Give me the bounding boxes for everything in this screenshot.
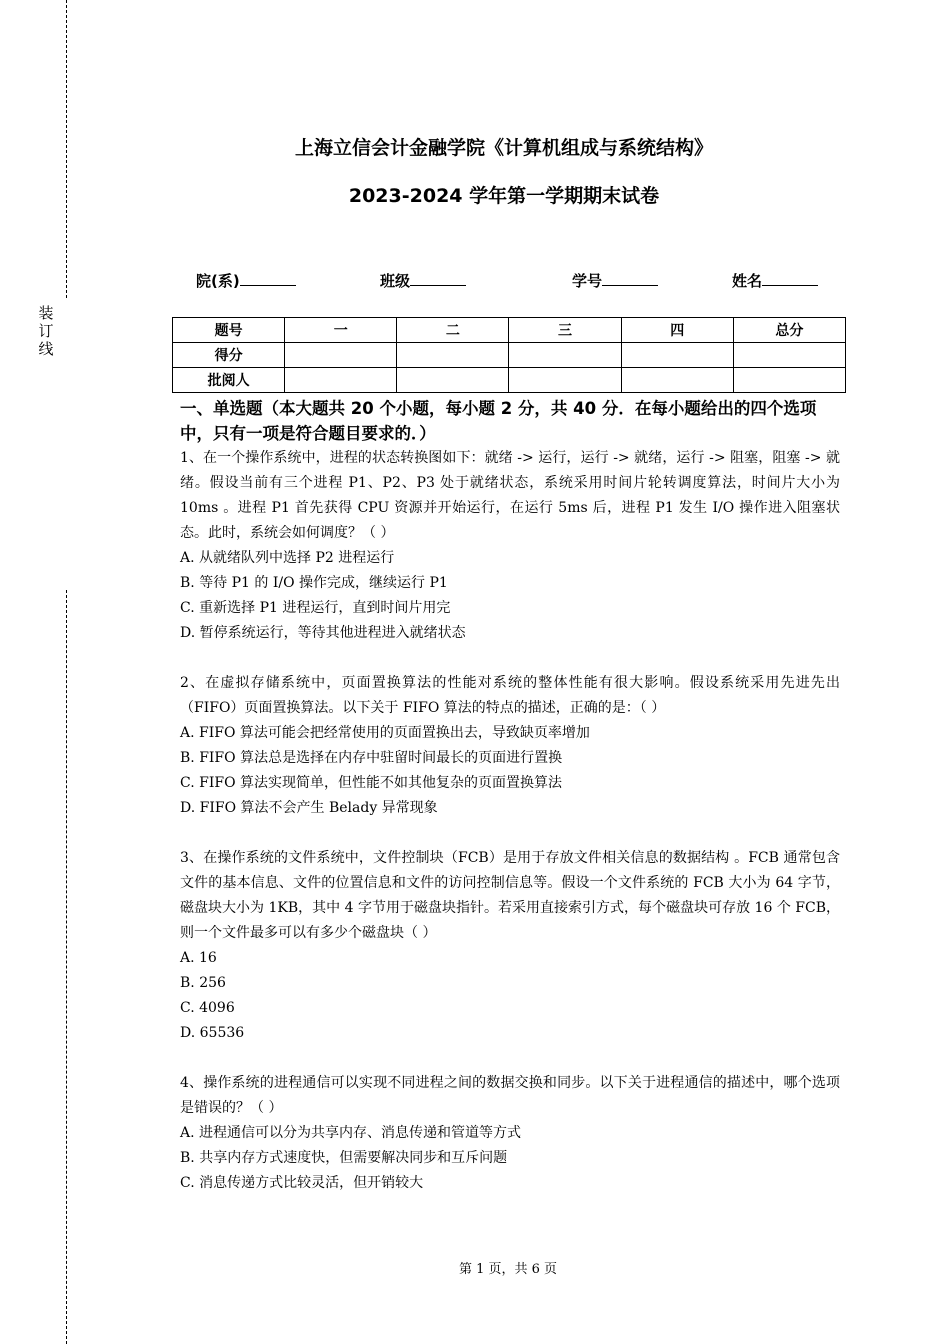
- score-table: [172, 317, 846, 393]
- info-label: 学号: [572, 272, 603, 290]
- score-table-header-row: [173, 318, 846, 343]
- score-table-row: [173, 343, 846, 368]
- question-stem: 3、在操作系统的文件系统中，文件控制块（FCB）是用于存放文件相关信息的数据结构 。FCB 通常包含文件的基本信息、文件的位置信息和文件的访问控制信息等。假设一个文件系统的 FCB 大小为 64 字节，磁盘块大小为 1KB，其中 4 字节用于磁盘块指针。若采用直接索引方式，每个磁盘块可存放 16 个 FCB，则一个文件最多可以有多少个磁盘块（ ）: [180, 850, 840, 941]
- score-table-cell: 三: [509, 318, 621, 343]
- score-table-cell: [621, 343, 733, 368]
- score-table-row-label: 批阅人: [173, 368, 285, 393]
- info-field-class: [380, 270, 466, 291]
- question-option: D. FIFO 算法不会产生 Belady 异常现象: [180, 800, 438, 816]
- question-option: B. 256: [180, 975, 226, 991]
- question-4: [180, 1071, 840, 1196]
- score-table-cell: [397, 343, 509, 368]
- info-label: 姓名: [732, 272, 763, 290]
- question-stem: 4、操作系统的进程通信可以实现不同进程之间的数据交换和同步。以下关于进程通信的描述中，哪个选项是错误的？（ ）: [180, 1075, 840, 1116]
- score-table-cell: [509, 343, 621, 368]
- score-table-cell: [285, 343, 397, 368]
- fill-blank: [410, 271, 466, 286]
- exam-title: 上海立信会计金融学院《计算机组成与系统结构》: [294, 137, 713, 159]
- question-option: D. 暂停系统运行，等待其他进程进入就绪状态: [180, 625, 466, 641]
- question-option: C. 消息传递方式比较灵活，但开销较大: [180, 1175, 424, 1191]
- question-stem: 1、在一个操作系统中，进程的状态转换图如下：就绪 -> 运行，运行 -> 就绪，运行 -> 阻塞，阻塞 -> 就绪。假设当前有三个进程 P1、P2、P3 处于就绪状态，系统采用时间片轮转调度算法，时间片大小为 10ms 。进程 P1 首先获得 CPU 资源并开始运行，在运行 5ms 后，进程 P1 发生 I/O 操作进入阻塞状态。此时，系统会如何调度？（ ）: [180, 450, 840, 541]
- question-option: D. 65536: [180, 1025, 245, 1041]
- info-field-name: [732, 270, 818, 291]
- score-table-cell: 总分: [733, 318, 845, 343]
- question-option: B. FIFO 算法总是选择在内存中驻留时间最长的页面进行置换: [180, 750, 563, 766]
- score-table-cell: 四: [621, 318, 733, 343]
- info-label: 院(系): [196, 272, 240, 290]
- score-table-cell: [733, 343, 845, 368]
- score-table-row: [173, 368, 846, 393]
- info-field-department: [196, 270, 296, 291]
- score-table-cell: [509, 368, 621, 393]
- question-option: B. 等待 P1 的 I/O 操作完成，继续运行 P1: [180, 575, 448, 591]
- question-option: C. FIFO 算法实现简单，但性能不如其他复杂的页面置换算法: [180, 775, 562, 791]
- question-option: A. 进程通信可以分为共享内存、消息传递和管道等方式: [180, 1125, 522, 1141]
- binding-char: 线: [38, 340, 54, 358]
- exam-content: [180, 396, 840, 1196]
- info-label: 班级: [380, 272, 411, 290]
- question-3: [180, 846, 840, 1046]
- question-stem: 2、在虚拟存储系统中，页面置换算法的性能对系统的整体性能有很大影响。假设系统采用先进先出（FIFO）页面置换算法。以下关于 FIFO 算法的特点的描述，正确的是：（ ）: [180, 675, 840, 716]
- score-table-cell: [621, 368, 733, 393]
- info-field-student-id: [572, 270, 658, 291]
- question-option: A. FIFO 算法可能会把经常使用的页面置换出去，导致缺页率增加: [180, 725, 590, 741]
- question-option: A. 16: [180, 950, 217, 966]
- question-1: [180, 446, 840, 646]
- question-option: A. 从就绪队列中选择 P2 进程运行: [180, 550, 395, 566]
- section-heading: 一、单选题（本大题共 20 个小题，每小题 2 分，共 40 分．在每小题给出的四个选项中，只有一项是符合题目要求的．）: [180, 399, 817, 443]
- binding-label: [36, 304, 56, 358]
- binding-char: 订: [38, 322, 54, 340]
- page-footer: 第 1 页，共 6 页: [458, 1262, 558, 1277]
- question-option: C. 重新选择 P1 进程运行，直到时间片用完: [180, 600, 451, 616]
- exam-subtitle: 2023-2024 学年第一学期期末试卷: [348, 185, 660, 207]
- score-table-row-label: 得分: [173, 343, 285, 368]
- score-table-cell: [285, 368, 397, 393]
- score-table-cell: 题号: [173, 318, 285, 343]
- binding-line-bottom: [66, 590, 67, 1344]
- fill-blank: [762, 271, 818, 286]
- question-option: C. 4096: [180, 1000, 235, 1016]
- fill-blank: [240, 271, 296, 286]
- binding-char: 装: [38, 304, 54, 322]
- score-table-cell: 一: [285, 318, 397, 343]
- score-table-cell: [733, 368, 845, 393]
- score-table-cell: 二: [397, 318, 509, 343]
- score-table-cell: [397, 368, 509, 393]
- question-2: [180, 671, 840, 821]
- question-option: B. 共享内存方式速度快，但需要解决同步和互斥问题: [180, 1150, 508, 1166]
- fill-blank: [602, 271, 658, 286]
